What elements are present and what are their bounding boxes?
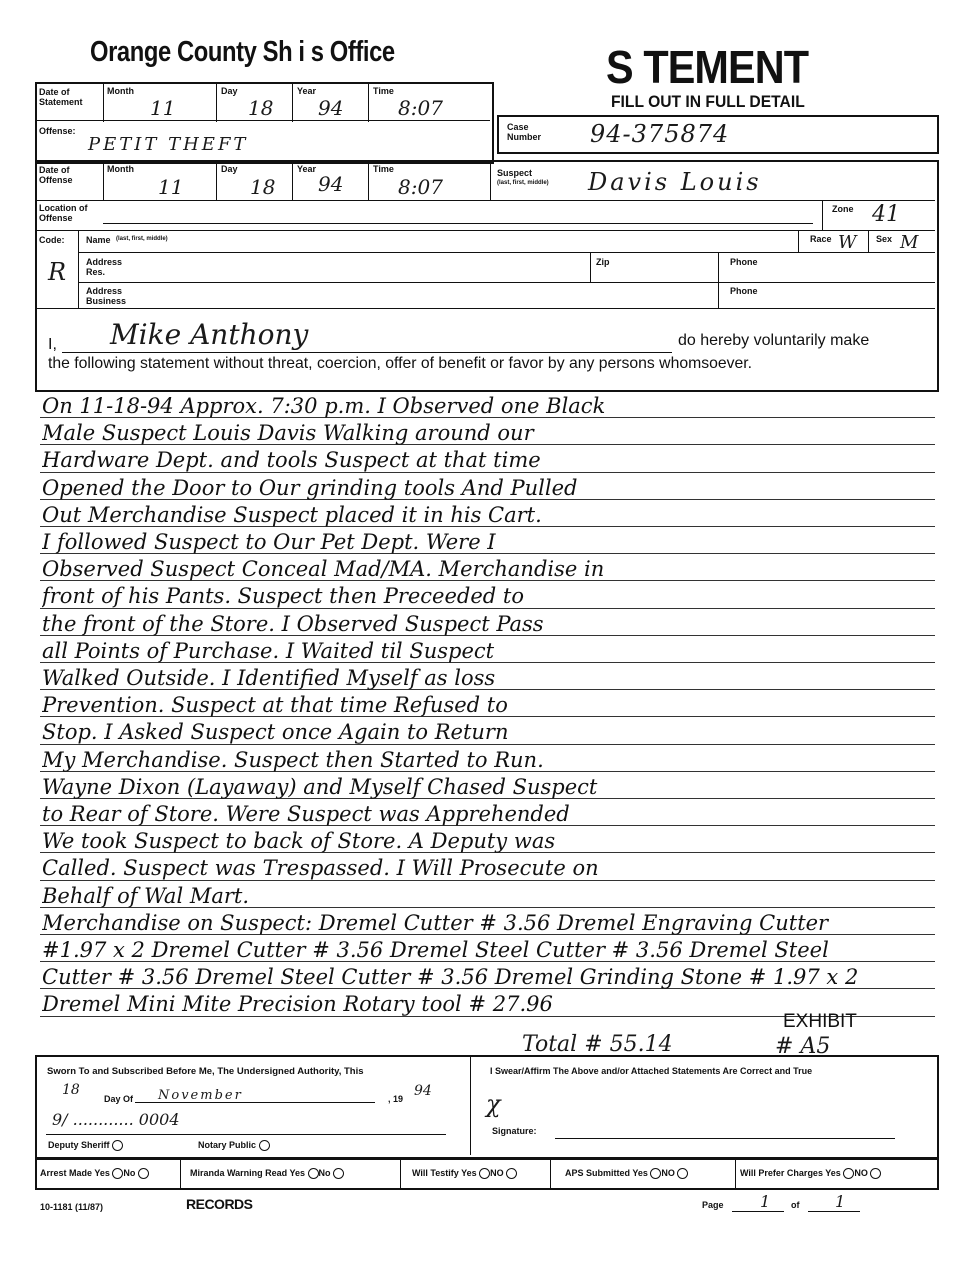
offense-label: Offense: [39, 126, 76, 136]
statement-month-label: Month [107, 86, 134, 96]
offense-year: 94 [318, 172, 344, 196]
statement-time: 8:07 [398, 96, 443, 120]
check-arrest[interactable]: Arrest Made Yes No [40, 1168, 149, 1179]
statement-line: #1.97 x 2 Dremel Cutter # 3.56 Dremel Steel Cutter # 3.56 Dremel Steel [42, 938, 829, 962]
statement-line: front of his Pants. Suspect then Preceeded to [42, 584, 524, 609]
offense-month-label: Month [107, 164, 134, 174]
statement-line: Dremel Mini Mite Precision Rotary tool # 27.96 [42, 992, 553, 1017]
declarant-name: Mike Anthony [110, 318, 309, 351]
notary-public-label: Notary Public [198, 1140, 270, 1151]
statement-month: 11 [150, 96, 176, 120]
statement-line: Stop. I Asked Suspect once Again to Return [42, 720, 509, 745]
zip-label: Zip [596, 257, 610, 267]
address-business-label: Address Business [86, 286, 127, 306]
address-res-label: Address Res. [86, 257, 123, 277]
statement-day-label: Day [221, 86, 238, 96]
form-title: S TEMENT [606, 41, 809, 93]
deputy-sheriff-label: Deputy Sheriff [48, 1140, 123, 1151]
suspect-label: Suspect [497, 168, 533, 178]
statement-total: Total # 55.14 [522, 1032, 673, 1057]
statement-line: to Rear of Store. Were Suspect was Apprehended [42, 802, 570, 826]
offense-year-label: Year [297, 164, 317, 174]
statement-line: My Merchandise. Suspect then Started to Run. [42, 747, 544, 772]
name-label: Name [86, 235, 111, 245]
statement-line: Observed Suspect Conceal Mad/MA. Merchandise in [42, 557, 605, 582]
sex-label: Sex [876, 234, 893, 244]
statement-line: Wayne Dixon (Layaway) and Myself Chased Suspect [42, 774, 598, 799]
statement-line: Cutter # 3.56 Dremel Steel Cutter # 3.56 Dremel Grinding Stone # 1.97 x 2 [42, 965, 859, 990]
code-label: Code: [39, 235, 65, 245]
form-number: 10-1181 (11/87) [40, 1202, 104, 1212]
statement-year: 94 [318, 96, 344, 120]
code-value: R [48, 258, 67, 286]
statement-date-label: Date of Statement [39, 87, 83, 107]
statement-line: Called. Suspect was Trespassed. I Will Prosecute on [42, 856, 599, 881]
statement-time-label: Time [373, 86, 394, 96]
suspect-name: Davis Louis [588, 168, 762, 196]
suspect-sublabel: (last, first, middle) [497, 180, 549, 186]
exhibit-number: # A5 [775, 1034, 831, 1059]
offense-day-label: Day [221, 164, 238, 174]
signature-label: Signature: [492, 1126, 537, 1136]
location-label: Location of Offense [39, 203, 88, 223]
phone-business-label: Phone [730, 286, 758, 296]
page-total: 1 [835, 1192, 846, 1211]
offense-value: PETIT THEFT [88, 134, 249, 155]
declaration-text-2: the following statement without threat, coercion, offer of benefit or favor by any persons whomsoever. [48, 355, 753, 372]
offense-time-label: Time [373, 164, 394, 174]
statement-line: Opened the Door to Our grinding tools And Pulled [42, 475, 578, 500]
deputy-signature: 9/ ............ 0004 [52, 1110, 180, 1129]
offense-date-label: Date of Offense [39, 165, 73, 185]
page-label: Page [702, 1200, 724, 1210]
check-testify[interactable]: Will Testify Yes NO [412, 1168, 517, 1179]
sworn-text: Sworn To and Subscribed Before Me, The Undersigned Authority, This [47, 1066, 364, 1077]
statement-line: Behalf of Wal Mart. [42, 883, 250, 908]
notary-public-radio[interactable] [259, 1140, 270, 1151]
zone-label: Zone [832, 204, 854, 214]
sworn-month: November [158, 1088, 243, 1103]
name-sublabel: (last, first, middle) [116, 236, 168, 242]
statement-line: On 11-18-94 Approx. 7:30 p.m. I Observed one Black [42, 394, 606, 418]
offense-month: 11 [158, 175, 184, 199]
statement-line: Hardware Dept. and tools Suspect at that time [42, 448, 541, 473]
case-number: 94-375874 [590, 120, 730, 148]
phone-res-label: Phone [730, 257, 758, 267]
sworn-year-prefix: , 19 [388, 1094, 404, 1104]
check-miranda[interactable]: Miranda Warning Read Yes No [190, 1168, 344, 1179]
check-aps[interactable]: APS Submitted Yes NO [565, 1168, 688, 1179]
sworn-year: 94 [414, 1083, 432, 1099]
swear-text: I Swear/Affirm The Above and/or Attached Statements Are Correct and True [490, 1066, 813, 1076]
statement-day: 18 [248, 96, 274, 120]
statement-line: all Points of Purchase. I Waited til Suspect [42, 638, 495, 663]
statement-line: Merchandise on Suspect: Dremel Cutter # 3.56 Dremel Engraving Cutter [42, 910, 829, 935]
race-label: Race [810, 234, 832, 244]
deputy-sheriff-radio[interactable] [112, 1140, 123, 1151]
zone-value: 41 [872, 202, 900, 227]
sex-value: M [900, 232, 919, 253]
check-prefer-charges[interactable]: Will Prefer Charges Yes NO [740, 1168, 881, 1179]
statement-line: I followed Suspect to Our Pet Dept. Were I [42, 530, 496, 554]
form-subtitle: FILL OUT IN FULL DETAIL [611, 92, 805, 111]
offense-time: 8:07 [398, 175, 443, 199]
sworn-day-label: Day Of [104, 1094, 134, 1104]
statement-line: Prevention. Suspect at that time Refused to [42, 693, 508, 718]
statement-line: Walked Outside. I Identified Myself as loss [42, 666, 496, 690]
case-number-label: Case Number [507, 122, 542, 142]
statement-line: Out Merchandise Suspect placed it in his Cart. [42, 502, 542, 527]
records-label: RECORDS [186, 1196, 253, 1212]
declaration-prefix: I, [48, 336, 57, 353]
statement-line: Male Suspect Louis Davis Walking around our [42, 421, 534, 446]
sworn-day: 18 [62, 1082, 80, 1098]
page-number: 1 [760, 1192, 771, 1211]
office-title: Orange County Sh i s Office [90, 36, 395, 68]
statement-line: We took Suspect to back of Store. A Deputy was [42, 829, 556, 854]
statement-line: the front of the Store. I Observed Suspect Pass [42, 611, 544, 636]
declaration-text-1: do hereby voluntarily make [678, 332, 870, 349]
race-value: W [838, 232, 857, 253]
of-label: of [791, 1200, 800, 1210]
exhibit-label: EXHIBIT [783, 1011, 857, 1032]
statement-year-label: Year [297, 86, 317, 96]
signature-mark: χ [486, 1090, 501, 1118]
offense-day: 18 [250, 175, 276, 199]
